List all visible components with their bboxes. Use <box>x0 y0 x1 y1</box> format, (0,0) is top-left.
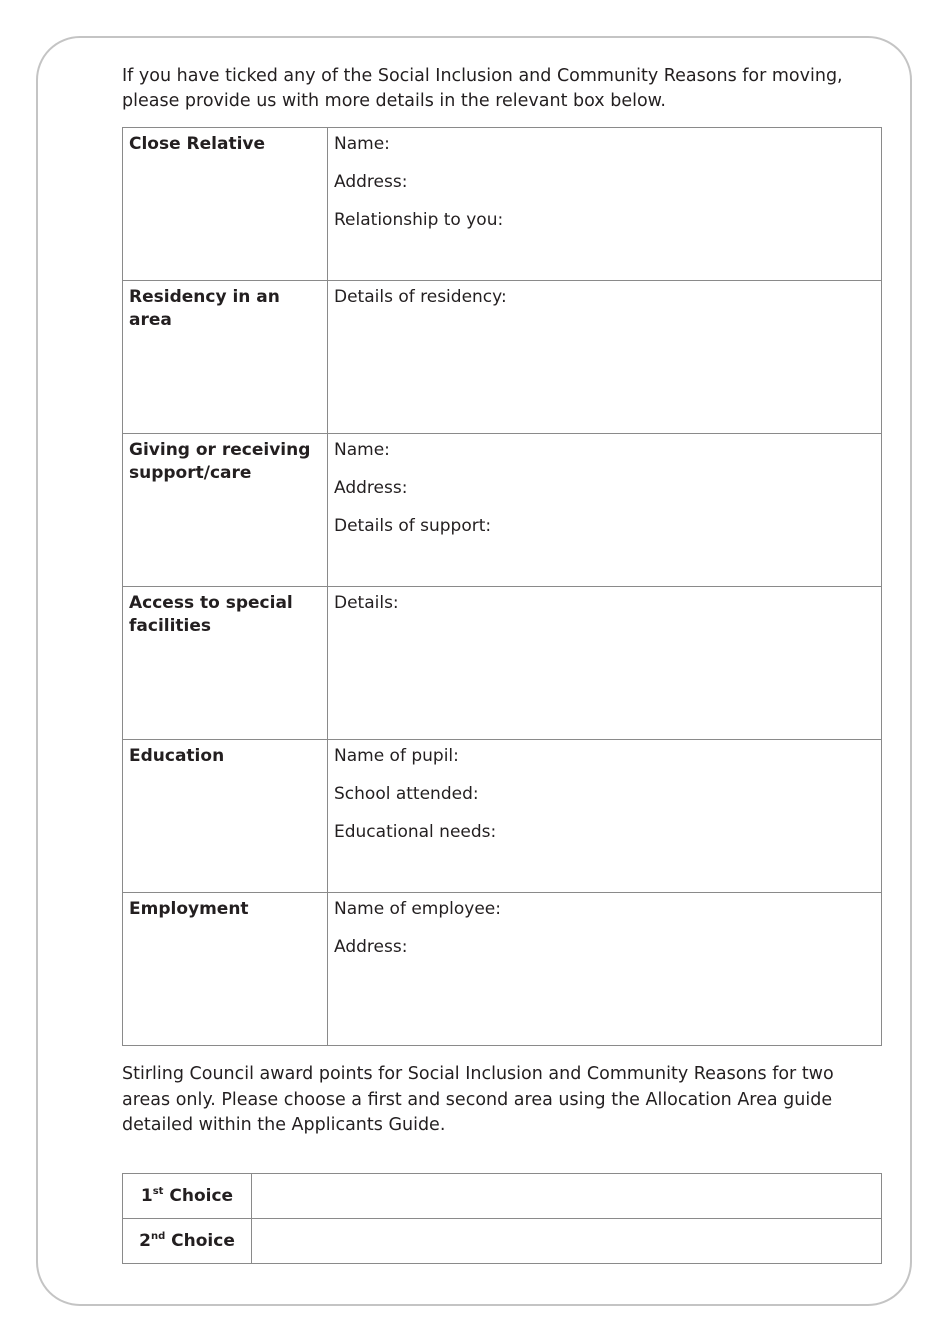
second-choice-field[interactable] <box>252 1219 882 1264</box>
field-label-support-details: Details of support: <box>334 516 492 536</box>
area-choice-table <box>122 1173 882 1264</box>
section-fields-close-relative[interactable] <box>328 128 882 281</box>
details-table <box>122 127 882 1046</box>
section-label-residency: Residency in an area <box>123 281 328 434</box>
field-label-pupil-name: Name of pupil: <box>334 746 459 766</box>
section-fields-special-facilities[interactable] <box>328 587 882 740</box>
intro-text: If you have ticked any of the Social Inclusion and Community Reasons for moving, please provide us with more details in the relevant box below. <box>122 66 843 111</box>
choice-number: 1 <box>140 1186 153 1206</box>
section-fields-support-care[interactable] <box>328 434 882 587</box>
section-label-special-facilities: Access to special facilities <box>123 587 328 740</box>
allocation-note: Stirling Council award points for Social Inclusion and Community Reasons for two areas only. Please choose a first and second area using the Allocation Area guide detailed within the Applicants Guide. <box>122 1064 834 1135</box>
table-row <box>123 281 882 434</box>
first-choice-field[interactable] <box>252 1174 882 1219</box>
field-label-residency-details: Details of residency: <box>334 287 507 307</box>
field-label-school: School attended: <box>334 784 479 804</box>
section-fields-education[interactable] <box>328 740 882 893</box>
field-label-address: Address: <box>334 937 408 957</box>
table-row <box>123 1219 882 1264</box>
first-choice-label <box>123 1174 252 1219</box>
section-label-employment: Employment <box>123 893 328 1046</box>
section-fields-employment[interactable] <box>328 893 882 1046</box>
table-row <box>123 1174 882 1219</box>
field-label-name: Name: <box>334 440 390 460</box>
choice-number: 2 <box>139 1231 151 1251</box>
field-label-name: Name: <box>334 134 390 154</box>
choice-text: Choice <box>169 1186 234 1206</box>
field-label-educational-needs: Educational needs: <box>334 822 497 842</box>
section-label-support-care: Giving or receiving support/care <box>123 434 328 587</box>
section-label-close-relative: Close Relative <box>123 128 328 281</box>
field-label-employee-name: Name of employee: <box>334 899 501 919</box>
second-choice-label <box>123 1219 252 1264</box>
choice-suffix: st <box>152 1186 164 1197</box>
table-row <box>123 740 882 893</box>
choice-suffix: nd <box>150 1231 166 1242</box>
field-label-address: Address: <box>334 172 408 192</box>
choice-text: Choice <box>171 1231 235 1251</box>
field-label-relationship: Relationship to you: <box>334 210 504 230</box>
field-label-address: Address: <box>334 478 408 498</box>
table-row <box>123 434 882 587</box>
table-row <box>123 587 882 740</box>
section-label-education: Education <box>123 740 328 893</box>
field-label-details: Details: <box>334 593 399 613</box>
table-row <box>123 128 882 281</box>
table-row <box>123 893 882 1046</box>
section-fields-residency[interactable] <box>328 281 882 434</box>
